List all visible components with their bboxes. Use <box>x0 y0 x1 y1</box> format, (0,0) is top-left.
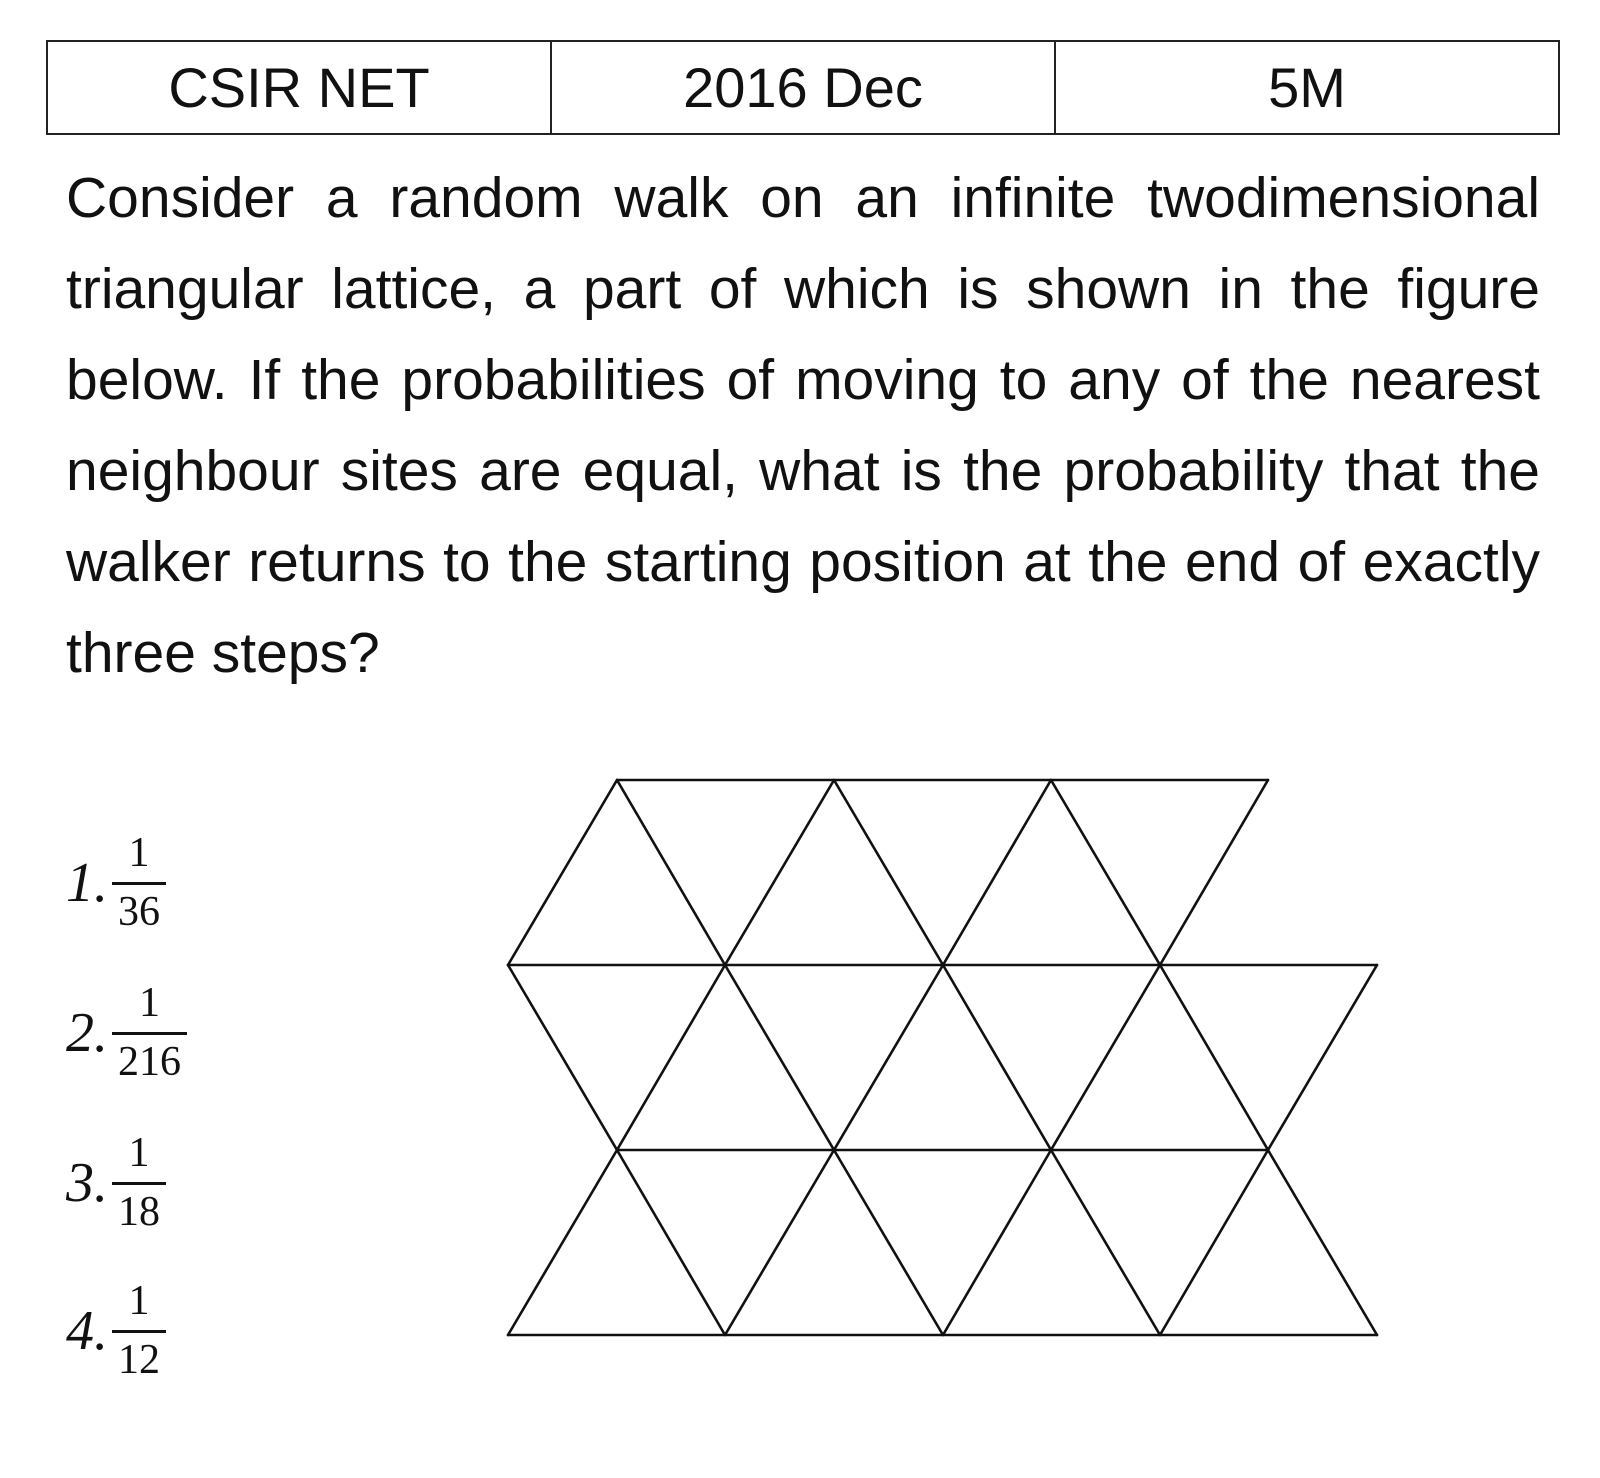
lattice-edge <box>617 780 725 965</box>
marks-cell: 5M <box>1055 41 1559 134</box>
option-4-numerator: 1 <box>128 1278 150 1324</box>
lattice-edge <box>1051 780 1160 965</box>
lattice-edge <box>1268 965 1377 1150</box>
lattice-edge <box>1160 1150 1268 1335</box>
lattice-edge <box>943 965 1051 1150</box>
option-1-label: 1. <box>66 851 108 914</box>
lattice-edge <box>1160 965 1268 1150</box>
lattice-edge <box>725 780 834 965</box>
question-text: Consider a random walk on an infinite twodimensional triangular lattice, a part of which is shown in the figure below. If the probabilities of moving to any of the nearest neighbour sites are equal, what is the probability that the walker returns to the starting position at the end of exactly three steps? <box>66 166 1540 685</box>
lattice-edge <box>943 1150 1051 1335</box>
lattice-edge <box>1268 1150 1377 1335</box>
exam-name-cell: CSIR NET <box>47 41 551 134</box>
option-2-numerator: 1 <box>139 980 160 1026</box>
option-4-denominator: 12 <box>112 1330 166 1383</box>
lattice-edge <box>617 965 725 1150</box>
option-4-label: 4. <box>66 1299 108 1362</box>
lattice-edge <box>834 780 943 965</box>
option-3 <box>66 1130 166 1235</box>
exam-info-row <box>47 41 1559 134</box>
lattice-edge <box>1051 965 1160 1150</box>
lattice-edge <box>508 965 617 1150</box>
option-3-numerator: 1 <box>128 1130 150 1176</box>
lattice-edge <box>943 780 1051 965</box>
option-2-denominator: 216 <box>112 1032 187 1085</box>
option-2-label: 2. <box>66 1001 108 1064</box>
lattice-edge <box>508 1150 617 1335</box>
option-3-denominator: 18 <box>112 1182 166 1235</box>
option-1-numerator: 1 <box>128 830 150 876</box>
lattice-edge <box>725 1150 834 1335</box>
lattice-edge <box>617 1150 725 1335</box>
option-4 <box>66 1278 166 1383</box>
option-2 <box>66 980 187 1085</box>
option-3-fraction <box>112 1130 166 1235</box>
option-1-fraction <box>112 830 166 935</box>
option-1-denominator: 36 <box>112 882 166 935</box>
lattice-edge <box>1160 780 1268 965</box>
exam-info-table <box>46 40 1560 135</box>
lattice-edge <box>834 965 943 1150</box>
lattice-edge <box>508 780 617 965</box>
lattice-edge <box>834 1150 943 1335</box>
lattice-edge <box>725 965 834 1150</box>
option-2-fraction <box>112 980 187 1085</box>
option-4-fraction <box>112 1278 166 1383</box>
exam-session-cell: 2016 Dec <box>551 41 1055 134</box>
lattice-edge <box>1051 1150 1160 1335</box>
option-1 <box>66 830 166 935</box>
option-3-label: 3. <box>66 1151 108 1214</box>
